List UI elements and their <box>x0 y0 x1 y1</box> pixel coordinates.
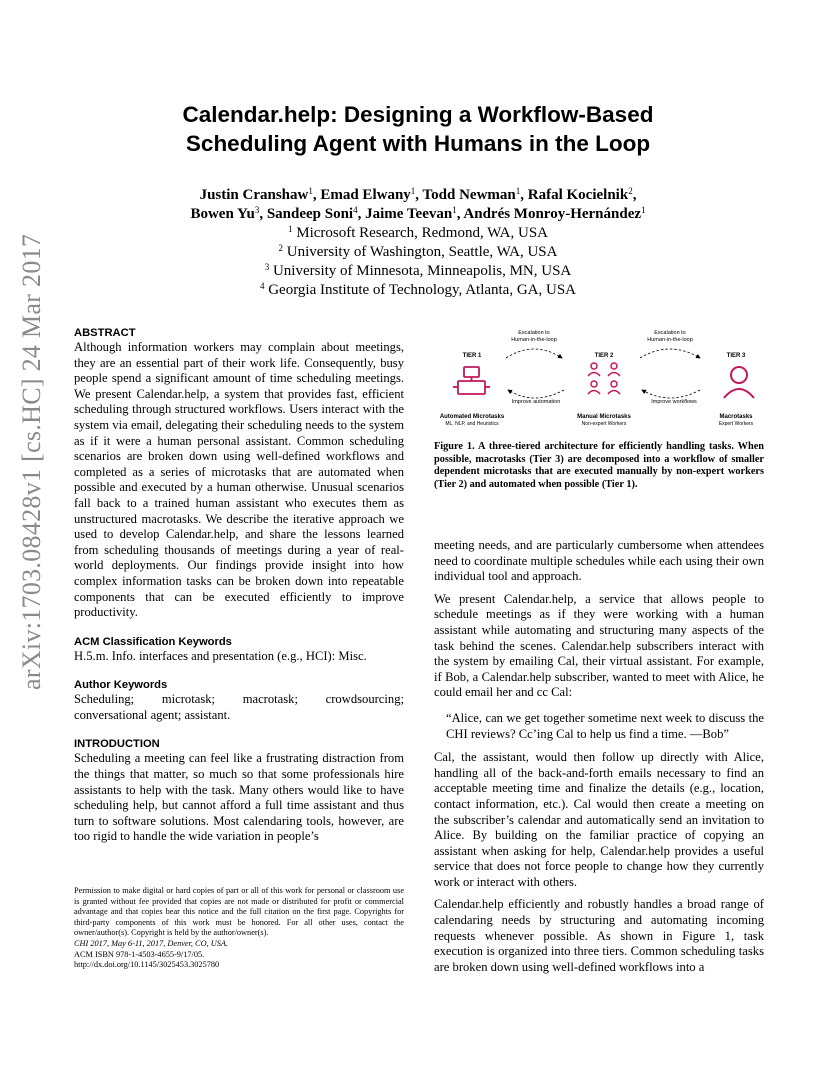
escalation-label-1a: Escalation to <box>518 330 550 336</box>
affiliation <box>80 262 756 281</box>
author-sup: 1 <box>308 186 313 196</box>
acm-text: H.5.m. Info. interfaces and presentation (e.g., HCI): Misc. <box>74 648 367 663</box>
tier1-label: TIER 1 <box>462 353 482 359</box>
affiliation-text: University of Washington, Seattle, WA, USA <box>286 244 558 260</box>
author-sup: 1 <box>641 205 646 215</box>
arxiv-identifier: arXiv:1703.08428v1 [cs.HC] 24 Mar 2017 <box>17 233 46 690</box>
automated-sub: ML, NLP, and Heuristics <box>445 421 499 427</box>
author-sup: 1 <box>452 205 457 215</box>
escalation-label-1b: Human-in-the-loop <box>511 337 557 343</box>
body-paragraph: Calendar.help efficiently and robustly handles a broad range of calendaring needs by structuring and automating incoming requests whenever possible. As shown in Figure 1, task execution is organized into three tiers. Common scheduling tasks are broken down using well-defined workflows into a <box>434 897 764 974</box>
doi-link[interactable]: http://dx.doi.org/10.1145/3025453.3025780 <box>74 960 220 970</box>
improve-automation-label: Improve automation <box>511 399 561 405</box>
robot-icon <box>453 367 490 394</box>
author-sep: , <box>632 187 637 203</box>
keywords-text: Scheduling; microtask; macrotask; crowdsourcing; conversational agent; assistant. <box>74 692 404 722</box>
improve-automation-arrow <box>508 390 564 398</box>
body-paragraph: meeting needs, and are particularly cumbersome when attendees need to coordinate multiple schedules while each using their own individual tool and approach. <box>434 538 764 584</box>
escalation-arrow-2 <box>640 349 700 358</box>
affiliation <box>80 243 756 262</box>
author-name: Rafal Kocielnik <box>527 187 629 203</box>
body-paragraph: Cal, the assistant, would then follow up directly with Alice, handling all of the back-and-forth emails necessary to find an acceptable meeting time and finalize the details (e.g., location, contact information, etc.). Cal would then create a meeting on the subscriber’s calendar and automatically send an invitation to Alice. By building on the familiar practice of copying an assistant when asking for help, Calendar.help provides a useful service that does not force people to change how they currently work or interact with others. <box>434 750 764 889</box>
affiliation-text: University of Minnesota, Minneapolis, MN, USA <box>272 263 572 279</box>
author-sup: 1 <box>410 186 416 196</box>
venue: CHI 2017, May 6-11, 2017, Denver, CO, USA. <box>74 938 229 948</box>
affiliation-sup: 3 <box>264 262 270 272</box>
macro-title: Macrotasks <box>719 414 753 420</box>
workers-icon <box>588 363 620 394</box>
automated-title: Automated Microtasks <box>439 414 505 420</box>
affiliation <box>80 224 756 243</box>
abstract-heading: ABSTRACT <box>74 327 136 339</box>
affiliation-text: Microsoft Research, Redmond, WA, USA <box>296 225 549 241</box>
author-sep: , <box>415 187 423 203</box>
escalation-label-2b: Human-in-the-loop <box>647 337 693 343</box>
title-line-2: Scheduling Agent with Humans in the Loop <box>185 131 651 156</box>
author-sep: , <box>357 206 366 222</box>
introduction-text: Scheduling a meeting can feel like a frustrating distraction from the things that matter, so much so that some professionals hire assistants to help with the task. Many others would like to have scheduling help, but cannot afford a full time assistant and thus turn to software solutions. Most calendaring tools, however, are too rigid to handle the wide variation in people’s <box>74 751 404 844</box>
author-sup: 4 <box>353 205 358 215</box>
author-sep: , <box>456 206 464 222</box>
tier2-label: TIER 2 <box>594 353 614 359</box>
body-paragraph: We present Calendar.help, a service that allows people to schedule meetings as if they were working with a human assistant while automating and structuring many aspects of the task behind the scenes. Calendar.help subscribers interact with the system by emailing Cal, their virtual assistant. For example, if Bob, a Calendar.help subscriber, wanted to meet with Alice, he could email her and cc Cal: <box>434 591 764 700</box>
authors-line-2 <box>80 205 756 224</box>
author-block <box>80 186 756 300</box>
abstract-text: Although information workers may complain about meetings, they are an essential part of their work life. Consequently, busy people spend a significant amount of time scheduling meetings. We present Calendar.help, a system that provides fast, efficient scheduling through structured workflows. Users interact with the system via email, delegating their scheduling needs to the system as if it were a human personal assistant. Common scheduling scenarios are broken down using well-defined workflows and completed as a series of microtasks that are automated when possible and executed by a human otherwise. Unusual scenarios fall back to a trained human assistant who executes them as unstructured macrotasks. We describe the iterative approach we used to develop Calendar.help, and share the lessons learned from scheduling thousands of meetings during a year of real-world deployments. Our findings provide insight into how complex information tasks can be broken down into repeatable components that can be executed efficiently to improve productivity. <box>74 340 404 620</box>
tier-diagram <box>434 326 764 436</box>
manual-title: Manual Microtasks <box>577 414 631 420</box>
author-name: Sandeep Soni <box>266 206 354 222</box>
expert-icon <box>724 367 754 398</box>
introduction-heading: INTRODUCTION <box>74 738 160 751</box>
authors-line-1 <box>80 186 756 205</box>
isbn: ACM ISBN 978-1-4503-4655-9/17/05. <box>74 949 205 959</box>
author-name: Emad Elwany <box>320 187 411 203</box>
copyright-text: Permission to make digital or hard copies of part or all of this work for personal or classroom use is granted without fee provided that copies are not made or distributed for profit or commercial advantage and that copies bear this notice and the full citation on the first page. Copyrights for third-party components of this work must be honored. For all other uses, contact the owner/author(s). Copyright is held by the author/owner(s). <box>74 886 404 938</box>
escalation-label-2a: Escalation to <box>654 330 686 336</box>
author-name: Bowen Yu <box>190 206 255 222</box>
escalation-arrow-1 <box>506 349 562 358</box>
email-quote: “Alice, can we get together sometime next week to discuss the CHI reviews? Cc’ing Cal to help us find a time. —Bob” <box>446 710 764 741</box>
improve-workflows-label: Improve workflows <box>651 399 697 405</box>
author-sup: 1 <box>515 186 521 196</box>
right-column <box>434 538 764 975</box>
author-sep: , <box>312 187 321 203</box>
manual-sub: Non-expert Workers <box>581 421 627 427</box>
affiliation-sup: 4 <box>259 281 265 291</box>
affiliation <box>80 281 756 300</box>
tier3-label: TIER 3 <box>726 353 746 359</box>
author-sup: 2 <box>628 186 633 196</box>
keywords-heading: Author Keywords <box>74 679 168 692</box>
author-name: Justin Cranshaw <box>199 187 309 203</box>
affiliation-text: Georgia Institute of Technology, Atlanta, GA, USA <box>268 282 577 298</box>
left-column <box>74 326 404 845</box>
acm-heading: ACM Classification Keywords <box>74 635 232 648</box>
author-sep: , <box>259 206 267 222</box>
author-name: Jaime Teevan <box>365 206 453 222</box>
affiliation-sup: 2 <box>278 243 284 253</box>
title-line-1: Calendar.help: Designing a Workflow-Based <box>182 102 654 127</box>
copyright-notice <box>74 886 404 971</box>
affiliation-sup: 1 <box>287 224 293 234</box>
improve-workflows-arrow <box>642 390 700 398</box>
figure-caption: Figure 1. A three-tiered architecture for efficiently handling tasks. When possible, macrotasks (Tier 3) are decomposed into a workflow of smaller dependent microtasks that are executed manually by non-expert workers (Tier 2) and automated when possible (Tier 1). <box>434 441 764 490</box>
author-sup: 3 <box>254 205 260 215</box>
macro-sub: Expert Workers <box>718 421 754 427</box>
paper-title <box>80 100 756 158</box>
author-name: Andrés Monroy-Hernández <box>463 206 642 222</box>
author-sep: , <box>520 187 528 203</box>
author-name: Todd Newman <box>422 187 516 203</box>
